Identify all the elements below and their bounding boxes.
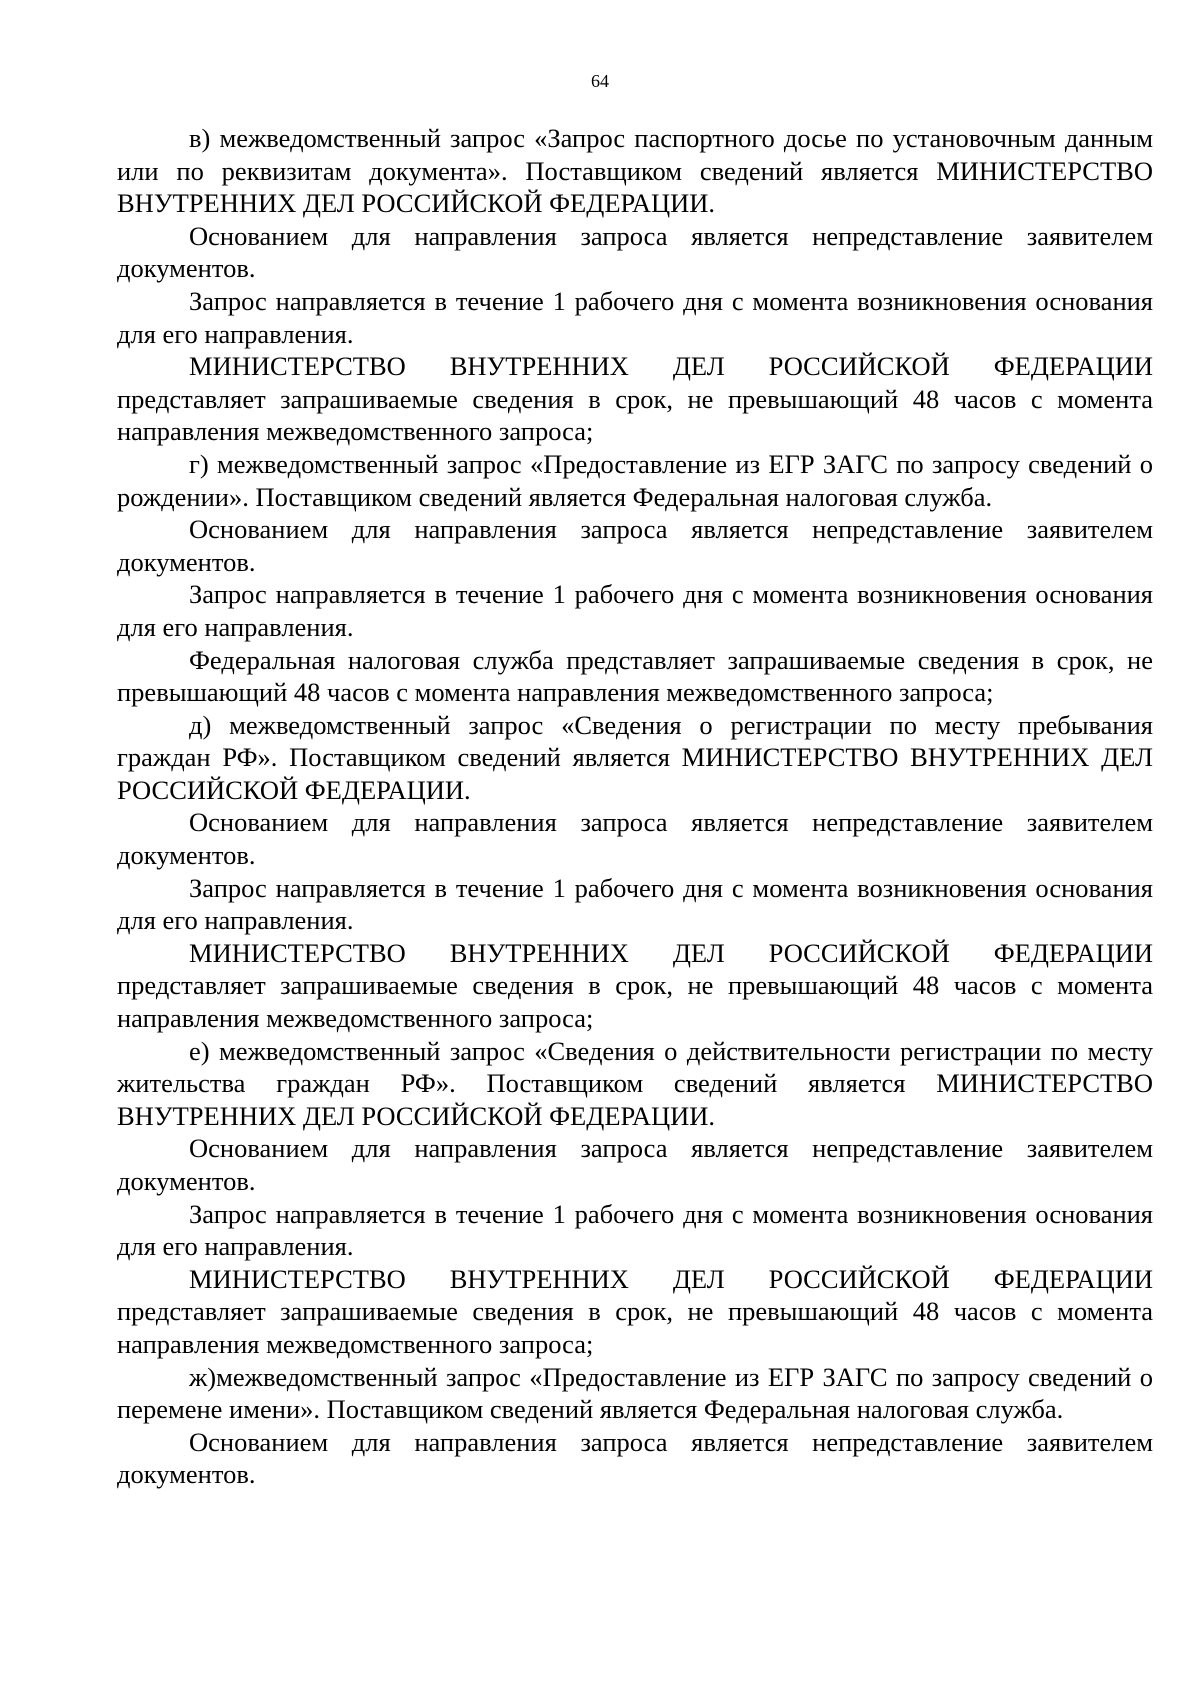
paragraph-response-term: МИНИСТЕРСТВО ВНУТРЕННИХ ДЕЛ РОССИЙСКОЙ ФЕДЕРАЦИИ представляет запрашиваемые сведения в срок, не превышающий 48 часов с момента направления межведомственного запроса; [117, 1263, 1153, 1359]
paragraph-g-request: г) межведомственный запрос «Предоставление из ЕГР ЗАГС по запросу сведений о рождении». Поставщиком сведений является Федеральная налоговая служба. [117, 448, 1153, 512]
paragraph-basis: Основанием для направления запроса является непредставление заявителем документов. [117, 220, 1153, 284]
paragraph-basis: Основанием для направления запроса является непредставление заявителем документов. [117, 514, 1153, 577]
paragraph-timing: Запрос направляется в течение 1 рабочего дня с момента возникновения основания для его направления. [117, 285, 1153, 349]
paragraph-v-request: в) межведомственный запрос «Запрос паспортного досье по установочным данным или по реквизитам документа». Поставщиком сведений является МИНИСТЕРСТВО ВНУТРЕННИХ ДЕЛ РОССИЙСКОЙ ФЕДЕРАЦИИ. [117, 123, 1153, 219]
paragraph-response-term: МИНИСТЕРСТВО ВНУТРЕННИХ ДЕЛ РОССИЙСКОЙ ФЕДЕРАЦИИ представляет запрашиваемые сведения в срок, не превышающий 48 часов с момента направления межведомственного запроса; [117, 937, 1153, 1034]
paragraph-zh-request: ж)межведомственный запрос «Предоставление из ЕГР ЗАГС по запросу сведений о перемене имени». Поставщиком сведений является Федеральная налоговая служба. [117, 1361, 1153, 1425]
paragraph-timing: Запрос направляется в течение 1 рабочего дня с момента возникновения основания для его направления. [117, 872, 1153, 936]
paragraph-timing: Запрос направляется в течение 1 рабочего дня с момента возникновения основания для его направления. [117, 1198, 1153, 1262]
page-number: 64 [591, 71, 609, 91]
paragraph-response-term: МИНИСТЕРСТВО ВНУТРЕННИХ ДЕЛ РОССИЙСКОЙ ФЕДЕРАЦИИ представляет запрашиваемые сведения в срок, не превышающий 48 часов с момента направления межведомственного запроса; [117, 351, 1153, 447]
document-body [117, 122, 1153, 1491]
paragraph-basis: Основанием для направления запроса является непредставление заявителем документов. [117, 1133, 1153, 1196]
paragraph-basis: Основанием для направления запроса является непредставление заявителем документов. [117, 807, 1153, 871]
paragraph-e-request: е) межведомственный запрос «Сведения о действительности регистрации по месту жительства граждан РФ». Поставщиком сведений является МИНИСТЕРСТВО ВНУТРЕННИХ ДЕЛ РОССИЙСКОЙ ФЕДЕРАЦИИ. [117, 1035, 1153, 1131]
paragraph-response-term: Федеральная налоговая служба представляет запрашиваемые сведения в срок, не превышающий 48 часов с момента направления межведомственного запроса; [117, 644, 1153, 708]
paragraph-d-request: д) межведомственный запрос «Сведения о регистрации по месту пребывания граждан РФ». Поставщиком сведений является МИНИСТЕРСТВО ВНУТРЕННИХ ДЕЛ РОССИЙСКОЙ ФЕДЕРАЦИИ. [117, 709, 1153, 805]
paragraph-timing: Запрос направляется в течение 1 рабочего дня с момента возникновения основания для его направления. [117, 579, 1153, 642]
paragraph-basis: Основанием для направления запроса является непредставление заявителем документов. [117, 1426, 1153, 1490]
